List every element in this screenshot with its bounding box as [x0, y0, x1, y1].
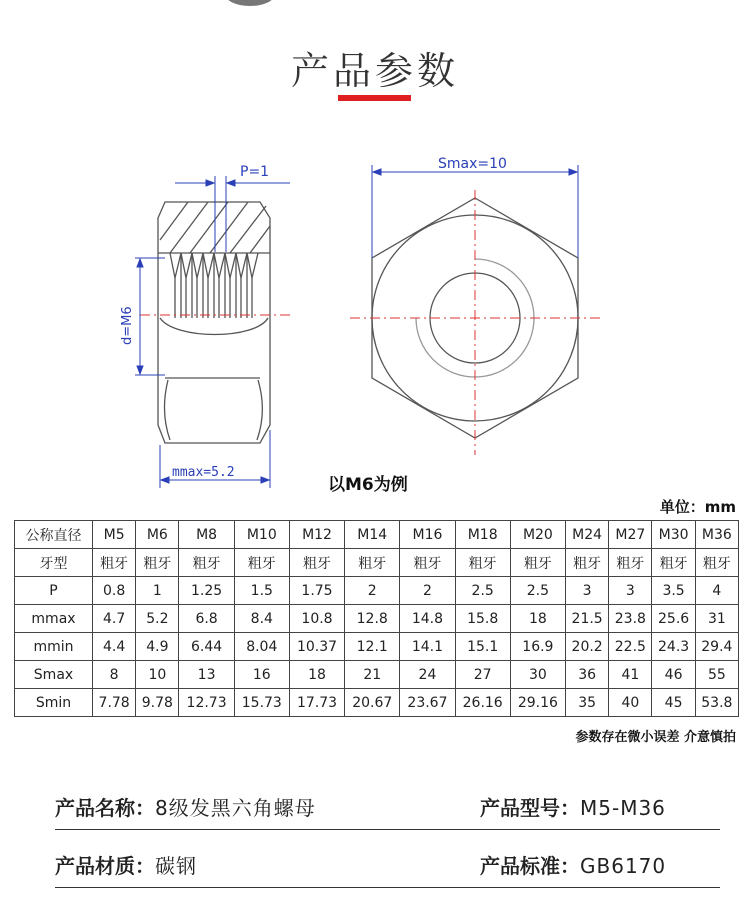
- table-cell: 16: [234, 661, 289, 689]
- product-model: [480, 792, 666, 821]
- product-model-value: M5-M36: [580, 796, 666, 820]
- table-cell: 18: [289, 661, 344, 689]
- table-cell: M8: [179, 521, 234, 549]
- table-cell: 31: [695, 605, 738, 633]
- table-cell: 4.4: [93, 633, 136, 661]
- table-cell: 21.5: [566, 605, 609, 633]
- table-cell: 18: [510, 605, 565, 633]
- product-model-key: 产品型号：: [480, 796, 580, 820]
- table-cell: 9.78: [136, 689, 179, 717]
- product-material-key: 产品材质：: [55, 854, 155, 878]
- table-cell: M20: [510, 521, 565, 549]
- table-cell: 29.4: [695, 633, 738, 661]
- table-cell: 7.78: [93, 689, 136, 717]
- table-row-label: mmax: [15, 605, 93, 633]
- table-cell: 8.04: [234, 633, 289, 661]
- table-cell: 6.44: [179, 633, 234, 661]
- table-cell: 粗牙: [234, 549, 289, 577]
- table-row-label: 牙型: [15, 549, 93, 577]
- table-cell: 粗牙: [652, 549, 695, 577]
- table-header-row: [15, 521, 739, 549]
- table-cell: 3: [609, 577, 652, 605]
- info-row-material-standard: [55, 838, 720, 888]
- table-cell: 55: [695, 661, 738, 689]
- table-cell: 2: [345, 577, 400, 605]
- table-row: [15, 661, 739, 689]
- table-cell: 41: [609, 661, 652, 689]
- table-cell: 4.9: [136, 633, 179, 661]
- table-cell: M12: [289, 521, 344, 549]
- table-cell: 10.37: [289, 633, 344, 661]
- product-name-key: 产品名称：: [55, 796, 155, 820]
- product-standard-value: GB6170: [580, 854, 667, 878]
- table-cell: 6.8: [179, 605, 234, 633]
- table-cell: M5: [93, 521, 136, 549]
- nut-technical-drawing: [0, 140, 750, 500]
- table-cell: 15.1: [455, 633, 510, 661]
- tolerance-note: 参数存在微小误差 介意慎拍: [575, 730, 736, 745]
- table-cell: M16: [400, 521, 455, 549]
- table-cell: 26.16: [455, 689, 510, 717]
- table-cell: M30: [652, 521, 695, 549]
- product-material-value: 碳钢: [155, 854, 197, 878]
- table-cell: 1: [136, 577, 179, 605]
- table-cell: 5.2: [136, 605, 179, 633]
- table-cell: 8: [93, 661, 136, 689]
- table-cell: 2: [400, 577, 455, 605]
- table-cell: 4: [695, 577, 738, 605]
- smax-label: Smax=10: [438, 156, 507, 172]
- table-cell: 16.9: [510, 633, 565, 661]
- table-cell: 10.8: [289, 605, 344, 633]
- nut-side-view: [158, 202, 270, 443]
- table-cell: 15.8: [455, 605, 510, 633]
- table-row-label: P: [15, 577, 93, 605]
- product-name-value: 8级发黑六角螺母: [155, 796, 316, 820]
- product-name: [55, 792, 316, 821]
- example-label: 以M6为例: [328, 475, 408, 495]
- table-row: [15, 549, 739, 577]
- table-cell: M18: [455, 521, 510, 549]
- table-cell: M24: [566, 521, 609, 549]
- table-cell: 36: [566, 661, 609, 689]
- table-cell: 粗牙: [400, 549, 455, 577]
- title-underline: [338, 95, 411, 101]
- table-cell: 粗牙: [345, 549, 400, 577]
- table-cell: 22.5: [609, 633, 652, 661]
- table-row: [15, 689, 739, 717]
- table-row-label: 公称直径: [15, 521, 93, 549]
- table-cell: 粗牙: [289, 549, 344, 577]
- pitch-label: P=1: [240, 164, 270, 180]
- table-cell: 3: [566, 577, 609, 605]
- table-cell: 12.1: [345, 633, 400, 661]
- table-cell: 27: [455, 661, 510, 689]
- table-cell: 2.5: [455, 577, 510, 605]
- table-cell: M10: [234, 521, 289, 549]
- page-title: 产品参数: [290, 49, 459, 93]
- product-standard: [480, 850, 666, 879]
- table-cell: 14.8: [400, 605, 455, 633]
- table-cell: 13: [179, 661, 234, 689]
- table-cell: 粗牙: [455, 549, 510, 577]
- table-cell: 粗牙: [179, 549, 234, 577]
- table-cell: 14.1: [400, 633, 455, 661]
- table-cell: 4.7: [93, 605, 136, 633]
- table-cell: 30: [510, 661, 565, 689]
- product-material: [55, 850, 197, 879]
- table-cell: 24.3: [652, 633, 695, 661]
- table-row-label: Smin: [15, 689, 93, 717]
- d-dimension: [135, 258, 165, 375]
- info-row-name-model: [55, 780, 720, 830]
- table-cell: 15.73: [234, 689, 289, 717]
- spec-table: [14, 520, 739, 717]
- table-cell: M27: [609, 521, 652, 549]
- table-cell: 24: [400, 661, 455, 689]
- unit-label: 单位：mm: [659, 498, 736, 516]
- table-cell: 12.8: [345, 605, 400, 633]
- table-cell: M14: [345, 521, 400, 549]
- table-cell: 35: [566, 689, 609, 717]
- table-cell: 17.73: [289, 689, 344, 717]
- table-cell: 25.6: [652, 605, 695, 633]
- table-cell: 8.4: [234, 605, 289, 633]
- table-cell: M36: [695, 521, 738, 549]
- table-cell: 23.8: [609, 605, 652, 633]
- product-standard-key: 产品标准：: [480, 854, 580, 878]
- table-cell: 2.5: [510, 577, 565, 605]
- table-cell: 粗牙: [510, 549, 565, 577]
- table-cell: 粗牙: [695, 549, 738, 577]
- pitch-dimension: [175, 176, 290, 252]
- table-cell: 粗牙: [566, 549, 609, 577]
- table-row: [15, 633, 739, 661]
- table-cell: 46: [652, 661, 695, 689]
- table-cell: 1.75: [289, 577, 344, 605]
- table-cell: 29.16: [510, 689, 565, 717]
- mmax-label: mmax=5.2: [172, 465, 235, 480]
- table-row: [15, 577, 739, 605]
- table-cell: 3.5: [652, 577, 695, 605]
- table-cell: M6: [136, 521, 179, 549]
- table-cell: 45: [652, 689, 695, 717]
- table-row-label: Smax: [15, 661, 93, 689]
- table-cell: 23.67: [400, 689, 455, 717]
- table-cell: 粗牙: [136, 549, 179, 577]
- table-cell: 1.25: [179, 577, 234, 605]
- table-cell: 0.8: [93, 577, 136, 605]
- top-image-fragment: [225, 0, 275, 6]
- table-cell: 1.5: [234, 577, 289, 605]
- table-cell: 53.8: [695, 689, 738, 717]
- d-label: d=M6: [120, 306, 135, 345]
- table-cell: 20.67: [345, 689, 400, 717]
- table-cell: 粗牙: [93, 549, 136, 577]
- table-cell: 粗牙: [609, 549, 652, 577]
- table-row-label: mmin: [15, 633, 93, 661]
- table-cell: 10: [136, 661, 179, 689]
- table-cell: 20.2: [566, 633, 609, 661]
- table-row: [15, 605, 739, 633]
- table-cell: 12.73: [179, 689, 234, 717]
- table-cell: 40: [609, 689, 652, 717]
- table-cell: 21: [345, 661, 400, 689]
